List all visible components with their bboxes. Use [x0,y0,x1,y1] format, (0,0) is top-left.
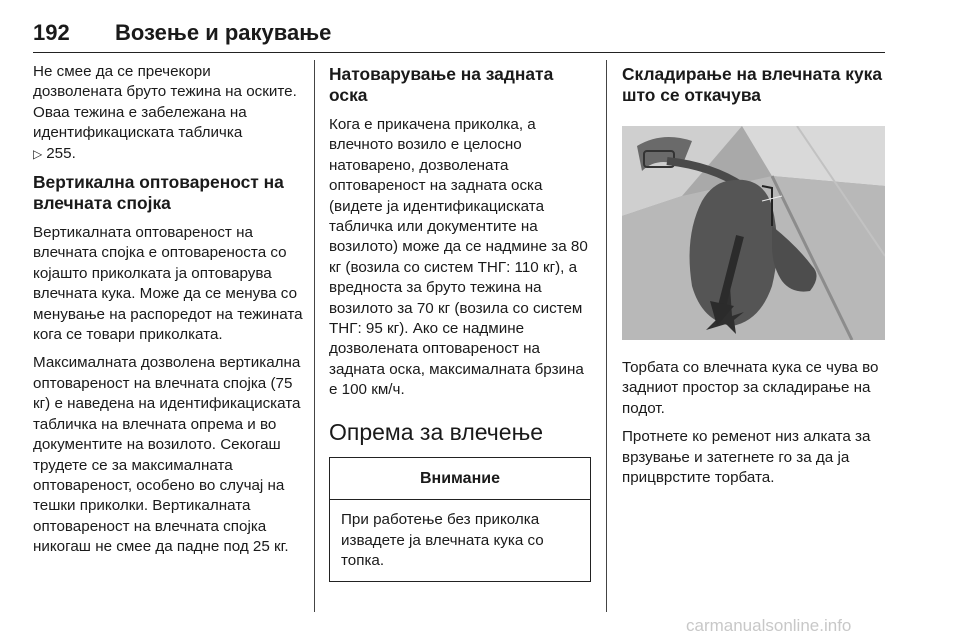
page-reference[interactable]: 255. [46,144,76,162]
paragraph: Протнете ко ременот низ алката за врзување и затегнете го за да ја прицврстите торбата. [622,428,871,487]
chapter-title: Возење и ракување [115,20,332,45]
column-3 [622,62,888,496]
paragraph: Максималната дозволена вертикална оптовареност на влечната спојка (75 кг) е наведена на идентификациската табличка на влечната опрема и во документите на возилото. Секогаш трудете се за максималната оптовареност, особено во случај на тешки приколки. Вертикалната оптовареност на влечната спојка никогаш не смее да падне под 25 кг. [33,354,301,556]
main-heading-towing-equipment: Опрема за влечење [329,418,544,445]
section-heading-storage: Складирање на влечната кука што се откачува [622,64,883,105]
column-divider [314,60,315,612]
paragraph: Кога е прикачена приколка, а влечното возило е целосно натоварено, дозволената оптовареност на задната оска (видете ја идентификациската табличка или документите на возилото) може да се надмине за 80 кг (возила со систем ТНГ: 110 кг), а вредноста за бруто тежина на возилото за 70 кг (возила со систем ТНГ: 95 кг). Ако се надмине дозволената оптовареност на задната оска, максималната брзина е 100 км/ч. [329,116,588,399]
page-number: 192 [33,20,70,45]
page-header [33,18,885,53]
warning-box [329,457,591,583]
section-heading-rear-axle: Натоварување на задната оска [329,64,554,105]
column-divider [606,60,607,612]
watermark: carmanualsonline.info [686,616,852,635]
page-reference-icon: ▷ [33,146,43,161]
paragraph: Вертикалната оптовареност на влечната спојка е оптовареноста со којашто приколката ја оптоварува влечната кука. Може да се менува со менување на распоредот на тежината кога се товари приколката. [33,224,303,344]
column-2 [329,62,591,582]
warning-title: Внимание [330,458,590,500]
column-1 [33,62,303,566]
intro-text: Не смее да се пречекори дозволената бруто тежина на оските. Оваа тежина е забележана на идентификациската табличка [33,63,297,142]
towbar-bag-illustration [622,126,885,340]
section-heading-vertical-load: Вертикална оптовареност на влечната спојка [33,172,284,214]
warning-text: При работење без приколка извадете ја влечната кука со топка. [341,511,544,569]
intro-paragraph [33,62,303,164]
paragraph: Торбата со влечната кука се чува во задниот простор за складирање на подот. [622,359,879,417]
